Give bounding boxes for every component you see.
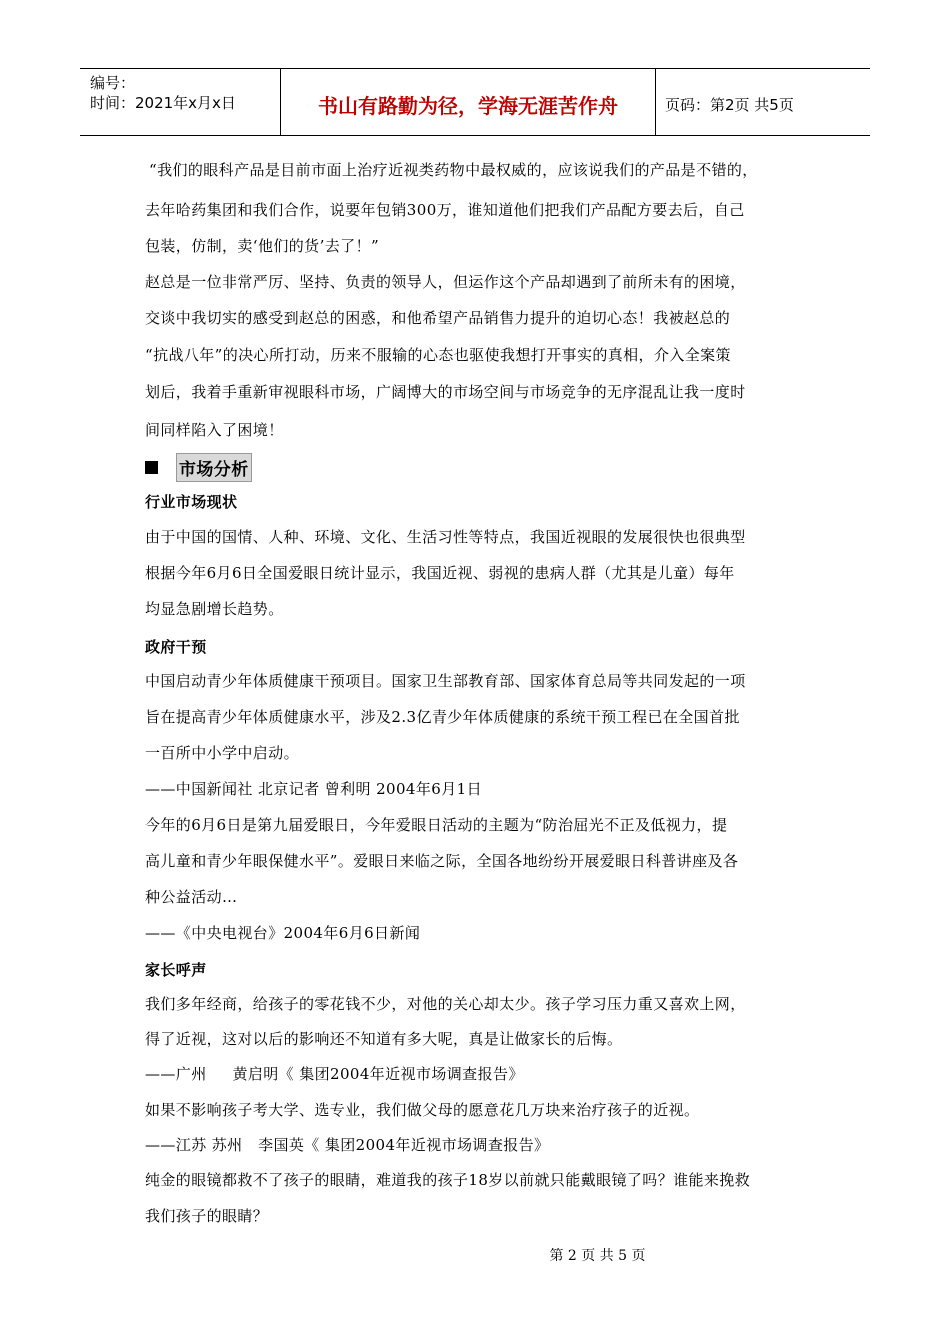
body-line: 种公益活动… — [145, 888, 238, 906]
page-header — [80, 68, 870, 136]
body-line: 纯金的眼镜都救不了孩子的眼睛，难道我的孩子18岁以前就只能戴眼镜了吗？谁能来挽救 — [145, 1171, 751, 1189]
body-line: 间同样陷入了困境！ — [145, 421, 284, 439]
header-meta — [80, 69, 281, 135]
header-page-info: 页码：第2页 共5页 — [665, 95, 794, 114]
body-line: 我们多年经商，给孩子的零花钱不少，对他的关心却太少。孩子学习压力重又喜欢上网， — [145, 995, 746, 1013]
body-line: 如果不影响孩子考大学、选专业，我们做父母的愿意花几万块来治疗孩子的近视。 — [145, 1101, 700, 1119]
body-line: 中国启动青少年体质健康干预项目。国家卫生部教育部、国家体育总局等共同发起的一项 — [145, 672, 746, 690]
square-bullet-icon — [145, 461, 158, 474]
document-number-label: 编号： — [90, 74, 136, 92]
page-footer: 第 2 页 共 5 页 — [549, 1248, 646, 1264]
section-title: 市场分析 — [176, 453, 252, 482]
subheading-industry: 行业市场现状 — [145, 493, 238, 511]
body-line: 由于中国的国情、人种、环境、文化、生活习性等特点，我国近视眼的发展很快也很典型 — [145, 528, 746, 546]
body-line: 高儿童和青少年眼保健水平”。爱眼日来临之际，全国各地纷纷开展爱眼日科普讲座及各 — [145, 852, 739, 870]
document-date: 时间：2021年x月x日 — [90, 94, 236, 112]
citation-line: ——《中央电视台》2004年6月6日新闻 — [145, 924, 421, 942]
header-motto: 书山有路勤为径，学海无涯苦作舟 — [281, 69, 656, 135]
citation-line: ——广州 黄启明《 集团2004年近视市场调查报告》 — [145, 1065, 524, 1083]
citation-line: ——江苏 苏州 李国英《 集团2004年近视市场调查报告》 — [145, 1136, 550, 1154]
body-line: 根据今年6月6日全国爱眼日统计显示，我国近视、弱视的患病人群（尤其是儿童）每年 — [145, 564, 735, 582]
section-heading — [145, 453, 252, 482]
body-line: 均显急剧增长趋势。 — [145, 600, 284, 618]
body-line: 我们孩子的眼睛？ — [145, 1207, 269, 1225]
body-line: 得了近视，这对以后的影响还不知道有多大呢，真是让做家长的后悔。 — [145, 1030, 623, 1048]
body-line: 今年的6月6日是第九届爱眼日，今年爱眼日活动的主题为“防治屈光不正及低视力，提 — [145, 816, 728, 834]
body-line: 划后，我着手重新审视眼科市场，广阔博大的市场空间与市场竞争的无序混乱让我一度时 — [145, 383, 746, 401]
body-line: 包装，仿制，卖‘他们的货’去了！” — [145, 237, 380, 255]
body-line: 赵总是一位非常严厉、坚持、负责的领导人，但运作这个产品却遇到了前所未有的困境， — [145, 273, 746, 291]
subheading-parents: 家长呼声 — [145, 961, 207, 979]
body-line: 去年哈药集团和我们合作，说要年包销300万，谁知道他们把我们产品配方要去后，自己 — [145, 201, 745, 219]
body-line: “我们的眼科产品是目前市面上治疗近视类药物中最权威的，应该说我们的产品是不错的， — [149, 161, 758, 179]
body-line: 旨在提高青少年体质健康水平，涉及2.3亿青少年体质健康的系统干预工程已在全国首批 — [145, 708, 740, 726]
citation-line: ——中国新闻社 北京记者 曾利明 2004年6月1日 — [145, 780, 482, 798]
body-line: “抗战八年”的决心所打动，历来不服输的心态也驱使我想打开事实的真相，介入全案策 — [145, 346, 731, 364]
body-line: 交谈中我切实的感受到赵总的困惑，和他希望产品销售力提升的迫切心态！我被赵总的 — [145, 309, 731, 327]
body-line: 一百所中小学中启动。 — [145, 744, 300, 762]
subheading-government: 政府干预 — [145, 638, 207, 656]
